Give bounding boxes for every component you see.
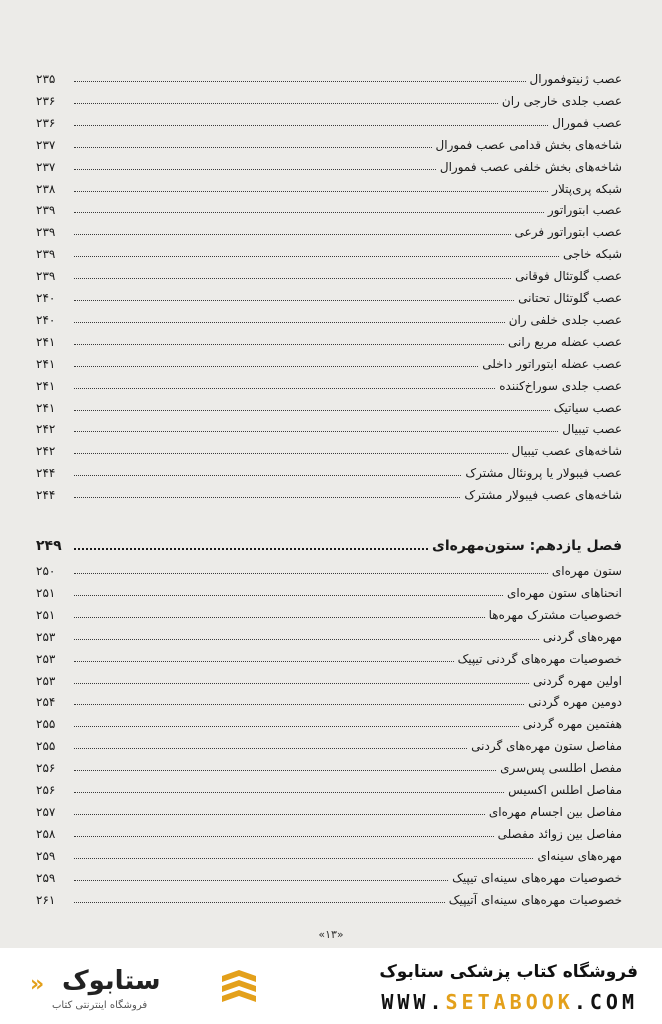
store-banner bbox=[0, 948, 662, 1024]
dot-leader bbox=[74, 278, 511, 279]
toc-entry[interactable] bbox=[36, 556, 622, 578]
toc-entry-page: ۲۵۵ bbox=[36, 739, 56, 754]
toc-entry-title: ستون مهره‌ای bbox=[551, 564, 622, 578]
toc-entry-page: ۲۴۱ bbox=[36, 356, 56, 371]
toc-entry[interactable] bbox=[36, 414, 622, 436]
toc-entry-page: ۲۶۱ bbox=[36, 892, 56, 907]
dot-leader bbox=[74, 792, 504, 793]
toc-entry-title: خصوصیات مهره‌های سینه‌ای تیپیک bbox=[452, 870, 622, 885]
toc-entry-title: خصوصیات مشترک مهره‌ها bbox=[488, 607, 622, 622]
toc-entry-title: خصوصیات مهره‌های گردنی تیپیک bbox=[457, 651, 622, 666]
toc-entry-title: عصب ابتوراتور bbox=[547, 203, 622, 218]
toc-entry[interactable] bbox=[36, 239, 622, 261]
toc-entry[interactable] bbox=[36, 709, 622, 731]
logo-tagline: فروشگاه اینترنتی کتاب bbox=[52, 1000, 148, 1011]
dot-leader bbox=[74, 639, 539, 640]
toc-entry[interactable] bbox=[36, 775, 622, 797]
toc-entry-title: هفتمین مهره گردنی bbox=[522, 717, 622, 732]
toc-entry-page: ۲۵۴ bbox=[36, 695, 56, 710]
double-chevron-icon: » bbox=[30, 972, 45, 997]
toc-entry[interactable] bbox=[36, 753, 622, 775]
toc-entry-title: شاخه‌های عصب فیبولار مشترک bbox=[464, 488, 622, 503]
toc-entry-title: مفاصل ستون مهره‌های گردنی bbox=[471, 739, 622, 754]
toc-entry-page: ۲۴۹ bbox=[36, 538, 62, 554]
dot-leader bbox=[74, 147, 432, 148]
dot-leader bbox=[74, 880, 448, 881]
dot-leader bbox=[74, 902, 445, 903]
toc-entry-page: ۲۴۰ bbox=[36, 291, 56, 305]
dot-leader bbox=[74, 475, 461, 476]
toc-entry-title: عصب عضله ابتوراتور داخلی bbox=[482, 356, 622, 371]
toc-entry-page: ۲۳۹ bbox=[36, 269, 56, 284]
page-number: «۱۳» bbox=[318, 928, 344, 941]
toc-entry-title: فصل یازدهم: ستون‌مهره‌ای bbox=[432, 538, 622, 554]
toc-entry-page: ۲۵۳ bbox=[36, 651, 56, 666]
toc-entry-title: عصب ژنیتوفمورال bbox=[529, 72, 622, 86]
toc-entry[interactable] bbox=[36, 436, 622, 458]
url-brand: SETABOOK bbox=[445, 990, 574, 1014]
toc-entry-page: ۲۵۶ bbox=[36, 761, 56, 776]
dot-leader bbox=[74, 234, 511, 235]
toc-entry-title: خصوصیات مهره‌های سینه‌ای آتیپیک bbox=[448, 892, 622, 907]
dot-leader bbox=[74, 704, 524, 705]
dot-leader bbox=[74, 322, 505, 323]
toc-entry-title: عصب فیبولار یا پرونئال مشترک bbox=[465, 466, 622, 481]
toc-entry-page: ۲۴۲ bbox=[36, 444, 56, 459]
toc-entry-title: شاخه‌های عصب تیبیال bbox=[511, 444, 622, 459]
dot-leader bbox=[74, 661, 454, 662]
store-name: فروشگاه کتاب پزشکی ستابوک bbox=[379, 962, 638, 982]
dot-leader bbox=[74, 595, 503, 596]
toc-entry[interactable] bbox=[36, 393, 622, 415]
toc-entry[interactable] bbox=[36, 130, 622, 152]
toc-entry-title: عصب جلدی خلفی ران bbox=[508, 312, 622, 327]
toc-entry[interactable] bbox=[36, 731, 622, 753]
toc-entry-page: ۲۳۶ bbox=[36, 115, 56, 130]
toc-entry-title: مفصل اطلسی پس‌سری bbox=[500, 761, 622, 776]
toc-entry-page: ۲۳۹ bbox=[36, 203, 56, 218]
toc-entry-page: ۲۴۱ bbox=[36, 400, 56, 415]
toc-entry[interactable] bbox=[36, 578, 622, 600]
toc-entry[interactable] bbox=[36, 458, 622, 480]
toc-entry-title: مهره‌های گردنی bbox=[542, 629, 622, 644]
toc-entry-title: شاخه‌های بخش خلفی عصب فمورال bbox=[439, 159, 622, 174]
toc-entry-page: ۲۵۸ bbox=[36, 826, 56, 841]
toc-entry-page: ۲۵۷ bbox=[36, 804, 56, 819]
toc-entry[interactable] bbox=[36, 622, 622, 644]
dot-leader bbox=[74, 748, 467, 749]
toc-entry-page: ۲۵۳ bbox=[36, 673, 56, 688]
dot-leader bbox=[74, 300, 514, 301]
toc-entry[interactable] bbox=[36, 64, 622, 86]
toc-entry-title: عصب فمورال bbox=[552, 115, 622, 130]
toc-entry-page: ۲۵۹ bbox=[36, 848, 56, 863]
dot-leader bbox=[74, 256, 559, 257]
store-logo[interactable] bbox=[30, 966, 260, 1014]
toc-entry-page: ۲۴۱ bbox=[36, 334, 56, 349]
toc-entry-title: عصب گلوتئال فوقانی bbox=[515, 269, 622, 284]
url-prefix: WWW. bbox=[381, 990, 446, 1014]
toc-entry-page: ۲۳۷ bbox=[36, 159, 56, 174]
toc-entry-title: عصب ابتوراتور فرعی bbox=[514, 225, 622, 240]
toc-entry-page: ۲۵۶ bbox=[36, 783, 56, 797]
toc-entry[interactable] bbox=[36, 108, 622, 130]
store-url[interactable] bbox=[381, 990, 638, 1014]
dot-leader bbox=[74, 212, 544, 213]
toc-entry[interactable] bbox=[36, 600, 622, 622]
toc-entry[interactable] bbox=[36, 841, 622, 863]
dot-leader bbox=[74, 366, 478, 367]
dot-leader bbox=[74, 497, 460, 498]
toc-entry-page: ۲۳۸ bbox=[36, 181, 56, 196]
dot-leader bbox=[74, 191, 548, 192]
toc-entry-page: ۲۴۴ bbox=[36, 466, 56, 481]
toc-entry[interactable] bbox=[36, 86, 622, 108]
toc-entry-page: ۲۳۶ bbox=[36, 93, 56, 108]
toc-entry[interactable] bbox=[36, 480, 622, 502]
toc-entry-title: اولین مهره گردنی bbox=[532, 673, 622, 688]
toc-entry-title: عصب جلدی خارجی ران bbox=[501, 93, 622, 108]
toc-entry[interactable] bbox=[36, 687, 622, 709]
toc-entry[interactable] bbox=[36, 195, 622, 217]
toc-entry-title: عصب گلوتئال تحتانی bbox=[518, 291, 622, 305]
toc-entry[interactable] bbox=[36, 644, 622, 666]
dot-leader bbox=[74, 548, 428, 550]
dot-leader bbox=[74, 573, 548, 574]
dot-leader bbox=[74, 103, 498, 104]
toc-entry-title: عصب تیبیال bbox=[562, 422, 622, 437]
toc-entry-page: ۲۵۵ bbox=[36, 717, 56, 732]
toc-entry[interactable] bbox=[36, 152, 622, 174]
dot-leader bbox=[74, 683, 529, 684]
dot-leader bbox=[74, 431, 558, 432]
toc-entry[interactable] bbox=[36, 283, 622, 305]
url-suffix: .COM bbox=[573, 990, 638, 1014]
dot-leader bbox=[74, 169, 436, 170]
toc-entry-page: ۲۴۴ bbox=[36, 488, 56, 503]
toc-entry-title: مفاصل بین زوائد مفصلی bbox=[497, 826, 622, 841]
toc-entry[interactable] bbox=[36, 797, 622, 819]
toc-entry[interactable] bbox=[36, 305, 622, 327]
dot-leader bbox=[74, 344, 504, 345]
setabook-logo-icon bbox=[218, 968, 260, 1010]
dot-leader bbox=[74, 125, 548, 126]
toc-entry[interactable] bbox=[36, 666, 622, 688]
toc-entry[interactable] bbox=[36, 371, 622, 393]
toc-entry-page: ۲۵۱ bbox=[36, 585, 56, 600]
toc-entry[interactable] bbox=[36, 327, 622, 349]
toc-entry-page: ۲۳۹ bbox=[36, 225, 56, 240]
toc-entry-title: شبکه پری‌پتلار bbox=[552, 181, 622, 196]
toc-entry-title: مفاصل اطلس اکسیس bbox=[508, 783, 622, 797]
toc-entry-title: عصب عضله مربع رانی bbox=[507, 334, 622, 349]
dot-leader bbox=[74, 858, 533, 859]
dot-leader bbox=[74, 453, 508, 454]
chapter-heading[interactable] bbox=[36, 532, 622, 554]
dot-leader bbox=[74, 388, 495, 389]
dot-leader bbox=[74, 814, 485, 815]
toc-entry-title: شاخه‌های بخش قدامی عصب فمورال bbox=[435, 137, 622, 152]
logo-wordmark: ستابوک bbox=[62, 966, 161, 996]
toc-entry-page: ۲۴۲ bbox=[36, 422, 56, 437]
toc-entry-page: ۲۵۰ bbox=[36, 564, 56, 578]
dot-leader bbox=[74, 726, 519, 727]
toc-entry-page: ۲۴۰ bbox=[36, 312, 56, 327]
toc-entry-title: عصب سیاتیک bbox=[553, 400, 622, 415]
toc-entry-page: ۲۴۱ bbox=[36, 378, 56, 393]
toc-entry[interactable] bbox=[36, 174, 622, 196]
toc-entry-page: ۲۳۵ bbox=[36, 72, 56, 86]
toc-entry[interactable] bbox=[36, 885, 622, 907]
toc-entry-title: انحناهای ستون مهره‌ای bbox=[507, 585, 622, 600]
toc-entry[interactable] bbox=[36, 863, 622, 885]
toc-entry-page: ۲۵۳ bbox=[36, 629, 56, 644]
toc-entry-title: مهره‌های سینه‌ای bbox=[537, 848, 622, 863]
dot-leader bbox=[74, 617, 485, 618]
toc-entry-title: عصب جلدی سوراخ‌کننده bbox=[499, 378, 622, 393]
toc-entry-page: ۲۵۱ bbox=[36, 607, 56, 622]
toc-entry-page: ۲۵۹ bbox=[36, 870, 56, 885]
toc-entry[interactable] bbox=[36, 217, 622, 239]
toc-entry-page: ۲۳۹ bbox=[36, 247, 56, 262]
toc-entry[interactable] bbox=[36, 819, 622, 841]
toc-entry-title: مفاصل بین اجسام مهره‌ای bbox=[488, 804, 622, 819]
toc-entry-title: شبکه خاجی bbox=[562, 247, 622, 262]
toc-entry[interactable] bbox=[36, 261, 622, 283]
dot-leader bbox=[74, 410, 550, 411]
dot-leader bbox=[74, 836, 494, 837]
toc-entry-title: دومین مهره گردنی bbox=[528, 695, 622, 710]
toc-entry[interactable] bbox=[36, 349, 622, 371]
dot-leader bbox=[74, 81, 526, 82]
dot-leader bbox=[74, 770, 496, 771]
toc-entry-page: ۲۳۷ bbox=[36, 137, 56, 152]
